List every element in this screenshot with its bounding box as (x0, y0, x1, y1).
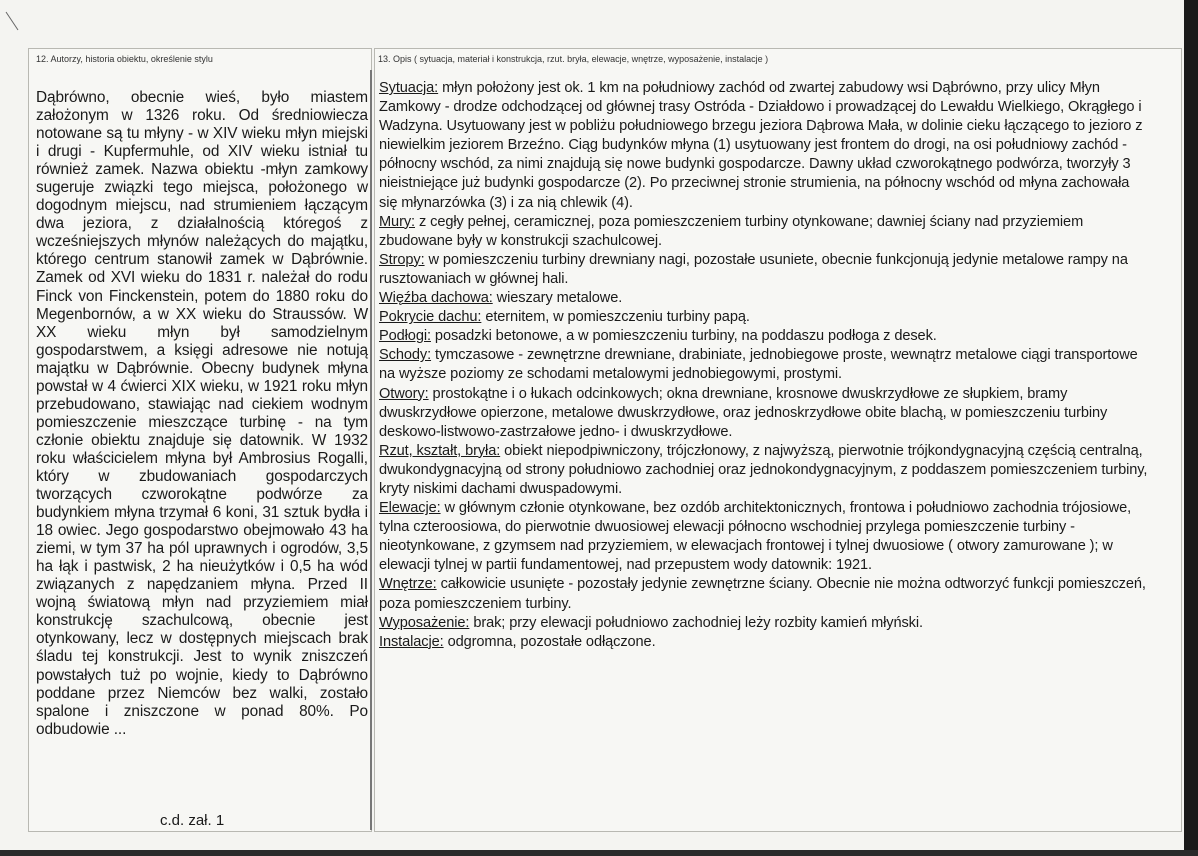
entry-wyposazenie (379, 614, 1149, 633)
entry-label: Rzut, kształt, bryła: (379, 442, 501, 459)
description-text (379, 79, 1149, 652)
entry-instalacje (379, 633, 1149, 652)
entry-text: tymczasowe - zewnętrzne drewniane, drabiniate, jednobiegowe proste, wewnątrz metalowe ciągi transportowe na wyższe poziomy ze schodami metalowymi jednobiegowymi, prostymi. (379, 347, 1138, 383)
entry-text: z cegły pełnej, ceramicznej, poza pomieszczeniem turbiny otynkowane; dawniej ściany nad przyziemiem zbudowane były w konstrukcji szachulcowej. (379, 213, 1084, 249)
entry-mury (379, 213, 1149, 251)
entry-stropy (379, 251, 1149, 289)
entry-text: całkowicie usunięte - pozostały jedynie zewnętrzne ściany. Obecnie nie można odtworzyć funkcji pomieszczeń, poza pomieszczeniem turbiny. (379, 576, 1146, 612)
entry-label: Instalacje: (379, 633, 444, 650)
entry-sytuacja (379, 79, 1149, 213)
scan-edge-right (1184, 0, 1198, 856)
entry-text: w pomieszczeniu turbiny drewniany nagi, pozostałe usuniete, obecnie funkcjonują jedynie metalowe rampy na rusztowaniach w głównej hali. (379, 251, 1128, 287)
entry-text: prostokątne i o łukach odcinkowych; okna drewniane, krosnowe dwuskrzydłowe ze słupkiem, bramy dwuskrzydłowe opierzone, metalowe dwuskrzydłowe, oraz jednoskrzydłowe obite blachą, w pomieszczeniu turbiny deskowo-listwowo-zastrzałowe jedno- i dwuskrzydłowe. (379, 385, 1108, 440)
history-text (36, 89, 368, 739)
entry-text: wieszary metalowe. (496, 290, 623, 307)
entry-pokrycie (379, 308, 1149, 327)
entry-label: Pokrycie dachu: (379, 309, 482, 326)
entry-rzut (379, 442, 1149, 499)
entry-label: Stropy: (379, 251, 425, 268)
column-divider (370, 70, 372, 830)
entry-label: Wnętrze: (379, 576, 437, 593)
continuation-note: c.d. zał. 1 (160, 812, 225, 829)
entry-label: Więźba dachowa: (379, 290, 493, 307)
entry-label: Podłogi: (379, 328, 431, 345)
entry-label: Schody: (379, 347, 432, 364)
entry-label: Sytuacja: (379, 80, 439, 96)
scan-edge-bottom (0, 850, 1198, 856)
entry-text: w głównym członie otynkowane, bez ozdób architektonicznych, frontowa i południowo zachodnia trójosiowe, tylna czteroosiowa, do pierwotnie dwuosiowej elewacji północno wschodniej przylega pomieszczenie turbiny - nieotynkowane, z gzymsem nad przyziemiem, w elewacjach frontowej i tylnej dwuosiowe ( otwory zamurowane ); w elewacji tylnej w partii fundamentowej, nad przepustem wody datownik: 1921. (379, 500, 1132, 574)
entry-text: posadzki betonowe, a w pomieszczeniu turbiny, na poddaszu podłoga z desek. (434, 328, 937, 345)
entry-text: odgromna, pozostałe odłączone. (447, 633, 656, 650)
entry-podlogi (379, 327, 1149, 346)
entry-wnetrze (379, 575, 1149, 613)
entry-text: brak; przy elewacji południowo zachodniej leży rozbity kamień młyński. (473, 614, 923, 631)
section-13-header: 13. Opis ( sytuacja, materiał i konstrukcja, rzut. bryła, elewacje, wnętrze, wyposażenie, instalacje ) (378, 54, 769, 64)
corner-mark (4, 8, 24, 38)
entry-otwory (379, 385, 1149, 442)
entry-text: młyn położony jest ok. 1 km na południowy zachód od zwartej zabudowy wsi Dąbrówno, przy ulicy Młyn Zamkowy - drodze odchodzącej od głównej trasy Ostróda - Działdowo i prowadzącej do Lewałdu Wielkiego, Okrągłego i Wadzyna. Usytuowany jest w pobliżu południowego brzegu jeziora Dąbrowa Mała, w dolinie cieku łączącego to jezioro z niewielkim jeziorem Brzeźno. Ciąg budynków młyna (1) usytuowany jest frontem do drogi, na osi południowy zachód - północny wschód, za nimi znajdują się nowe budynki gospodarcze. Dawny układ czworokątnego podwórza, tworzyły 3 nieistniejące już budynki gospodarcze (2). Po przeciwnej stronie strumienia, na północny wschód od młyna zachowała się młynarzówka (3) i za nią chlewik (4). (379, 80, 1143, 211)
entry-wiezba (379, 289, 1149, 308)
section-12-header: 12. Autorzy, historia obiektu, określenie stylu (36, 54, 213, 64)
entry-schody (379, 346, 1149, 384)
entry-label: Wyposażenie: (379, 614, 470, 631)
entry-text: eternitem, w pomieszczeniu turbiny papą. (485, 309, 750, 326)
entry-label: Otwory: (379, 385, 429, 402)
entry-text: obiekt niepodpiwniczony, trójczłonowy, z najwyższą, pierwotnie trójkondygnacyjną częścią centralną, dwukondygnacyjną od strony południowo zachodniej oraz jednokondygnacyjnym, z poddaszem pomieszczeniem turbiny, kryty niskimi dachami dwuspadowymi. (379, 442, 1148, 497)
history-paragraph: Dąbrówno, obecnie wieś, było miastem założonym w 1326 roku. Od średniowiecza notowane są tu młyny - w XIV wieku młyn miejski i drugi - Kupfermuhle, od XIV wieku istniał tu również zamek. Nazwa obiektu -młyn zamkowy sugeruje związki tego miejsca, położonego w dogodnym miejscu, nad strumieniem łączącym dwa jeziora, z działalnością któregoś z wcześniejszych młynów należących do majątku, którego centrum stanowił zamek w Dąbrównie. Zamek od XVI wieku do 1831 r. należał do rodu Finck von Finckenstein, potem do 1880 roku do Megenbornów, a w XX wieku do Straussów. W XX wieku młyn był samodzielnym gospodarstwem, a księgi adresowe nie notują majątku w Dąbrównie. Obecny budynek młyna powstał w 4 ćwierci XIX wieku, w 1921 roku młyn przebudowano, stawiając nad ciekiem wodnym pomieszczenie mieszczące turbinę - na tym członie obiektu znajduje się datownik. W 1932 roku właścicielem młyna był Ambrosius Rogalli, który w zbudowaniach gospodarczych tworzących czworokątne podwórze za budynkiem młyna trzymał 6 koni, 31 sztuk bydła i 18 owiec. Jego gospodarstwo obejmowało 43 ha ziemi, w tym 37 ha pól uprawnych i ogrodów, 3,5 ha łąk i pastwisk, 2 ha nieużytków i 0,5 ha wód związanych z napędzaniem młyna. Przed II wojną światową młyn nad przyziemiem miał konstrukcję szachulcową, obecnie jest otynkowany, lecz w dostępnych miejscach brak śladu tej konstrukcji. Jest to wynik zniszczeń powstałych tuż po wojnie, kiedy to Dąbrówno poddane przez Niemców bez walki, zostało spalone i zniszczone w ponad 80%. Po odbudowie ... (36, 89, 368, 738)
entry-label: Elewacje: (379, 500, 441, 517)
entry-elewacje (379, 499, 1149, 575)
entry-label: Mury: (379, 213, 415, 230)
